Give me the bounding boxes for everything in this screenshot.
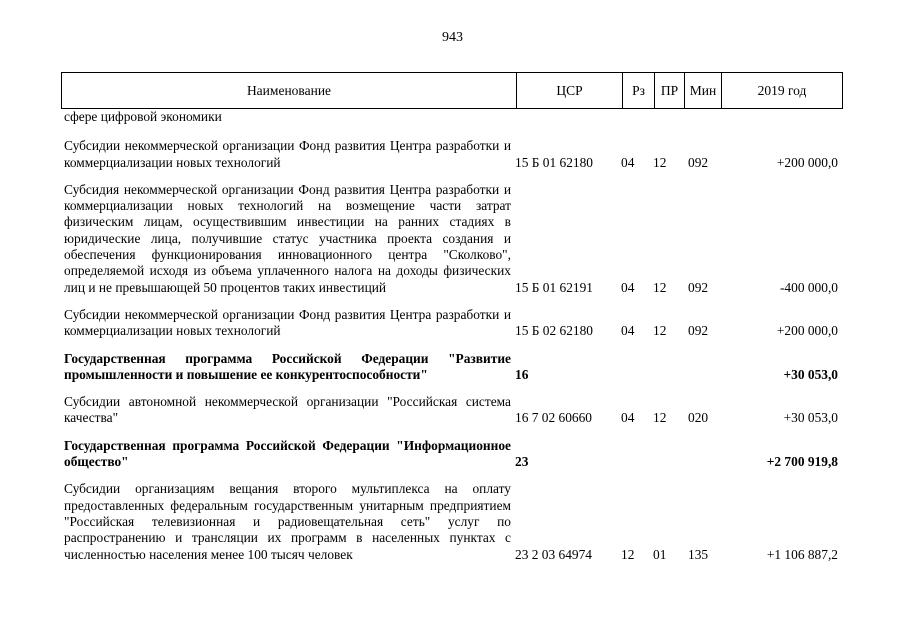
row-min: 092 — [688, 279, 709, 295]
row-rz: 04 — [621, 323, 635, 339]
row-csr: 15 Б 01 62191 — [515, 279, 593, 295]
header-min: Мин — [685, 73, 722, 108]
row-pr: 12 — [653, 323, 667, 339]
header-rz: Рз — [623, 73, 655, 108]
row-csr: 16 — [515, 366, 529, 382]
table-row — [0, 394, 905, 427]
row-rz: 04 — [621, 154, 635, 170]
row-rz: 04 — [621, 410, 635, 426]
table-body — [0, 109, 905, 574]
row-amount: +1 106 887,2 — [766, 546, 838, 562]
header-name: Наименование — [62, 73, 517, 108]
row-amount: +30 053,0 — [783, 366, 838, 382]
continuation-row — [0, 109, 905, 125]
row-min: 020 — [688, 410, 709, 426]
row-min: 092 — [688, 154, 709, 170]
row-csr: 16 7 02 60660 — [515, 410, 592, 426]
row-pr: 12 — [653, 410, 667, 426]
row-csr: 23 — [515, 454, 529, 470]
header-csr: ЦСР — [517, 73, 623, 108]
row-amount: +200 000,0 — [776, 323, 838, 339]
row-pr: 01 — [653, 546, 667, 562]
row-name: Субсидии некоммерческой организации Фонд развития Центра разработки и коммерциализации новых технологий — [64, 138, 511, 170]
row-min: 092 — [688, 323, 709, 339]
table-row — [0, 351, 905, 384]
row-amount: +30 053,0 — [783, 410, 838, 426]
row-name: Субсидии автономной некоммерческой организации "Российская система качества" — [64, 394, 511, 426]
row-amount: +200 000,0 — [776, 154, 838, 170]
row-csr: 15 Б 01 62180 — [515, 154, 593, 170]
row-name: Субсидии некоммерческой организации Фонд развития Центра разработки и коммерциализации новых технологий — [64, 306, 511, 339]
row-name: Субсидии организациям вещания второго мультиплекса на оплату предоставленных федеральным государственным унитарным предприятием "Российская телевизионная и радиовещательная сеть" услуг по распространению и трансляции их программ в населенных пунктах с численностью населения менее 100 тысяч человек — [64, 481, 511, 562]
table-row — [0, 182, 905, 296]
table-row — [0, 481, 905, 562]
row-csr: 23 2 03 64974 — [515, 546, 592, 562]
row-csr: 15 Б 02 62180 — [515, 323, 593, 339]
header-year: 2019 год — [757, 82, 807, 98]
continuation-text: сфере цифровой экономики — [64, 109, 222, 124]
row-amount: -400 000,0 — [779, 279, 838, 295]
row-rz: 04 — [621, 279, 635, 295]
header-pr: ПР — [655, 73, 685, 108]
row-name: Государственная программа Российской Федерации "Развитие промышленности и повышение ее конкурентоспособности" — [64, 350, 511, 382]
table-row — [0, 438, 905, 471]
row-amount: +2 700 919,8 — [766, 454, 838, 470]
row-rz: 12 — [621, 546, 635, 562]
row-name: Государственная программа Российской Федерации "Информационное общество" — [64, 437, 511, 470]
table-row — [0, 138, 905, 171]
page-number: 943 — [442, 30, 463, 45]
row-pr: 12 — [653, 154, 667, 170]
row-min: 135 — [688, 546, 709, 562]
table-header — [61, 72, 843, 109]
table-row — [0, 307, 905, 340]
row-name: Субсидия некоммерческой организации Фонд развития Центра разработки и коммерциализации новых технологий на возмещение части затрат физическим лицам, осуществившим инвестиции на ранних стадиях в юридические лица, получившие статус участника проекта создания и обеспечения функционирования инновационного центра "Сколково", определяемой исходя из объема уплаченного налога на доходы физических лиц и не превышающей 50 процентов таких инвестиций — [64, 181, 511, 295]
row-pr: 12 — [653, 279, 667, 295]
